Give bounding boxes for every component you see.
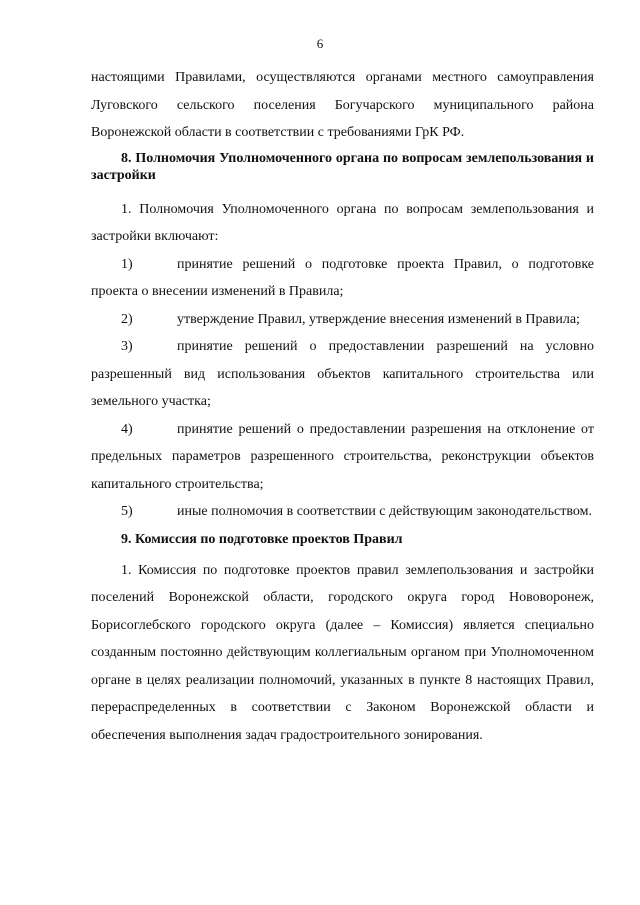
list-item-text: принятие решений о предоставлении разрешения на отклонение от предельных параметров разрешенного строительства, реконструкции объектов капитального строительства; [91,421,594,492]
list-item [91,251,594,306]
list-item-text: иные полномочия в соответствии с действующим законодательством. [177,504,592,519]
list-item-text: принятие решений о предоставлении разрешений на условно разрешенный вид использования объектов капитального строительства или земельного участка; [91,339,594,409]
section-8-heading: 8. Полномочия Уполномоченного органа по вопросам землепользования и застройки [91,150,594,183]
page-number: 6 [316,36,324,51]
list-item [91,416,594,499]
list-item [91,306,594,334]
list-item-number: 3) [121,339,133,354]
page-content [91,64,594,749]
list-item-text: утверждение Правил, утверждение внесения изменений в Правила; [177,311,580,327]
list-item-text: принятие решений о подготовке проекта Правил, о подготовке проекта о внесении изменений в Правила; [91,256,594,299]
list-item-number: 5) [121,504,133,519]
list-item [91,498,594,526]
list-item-number: 4) [121,421,133,437]
list-item-number: 2) [121,311,133,327]
intro-paragraph: настоящими Правилами, осуществляются органами местного самоуправления Луговского сельского поселения Богучарского муниципального района Воронежской области в соответствии с требованиями ГрК РФ. [91,70,594,140]
list-item-number: 1) [121,256,133,272]
section-9-heading: 9. Комиссия по подготовке проектов Правил [121,531,403,547]
section-8-paragraph-1: 1. Полномочия Уполномоченного органа по вопросам землепользования и застройки включают: [91,201,594,244]
list-item [91,333,594,416]
section-9-paragraph-1: 1. Комиссия по подготовке проектов правил землепользования и застройки поселений Воронежской области, городского округа город Нововоронеж, Борисоглебского городского округа (далее – Комиссия) является специально созданным постоянно действующим коллегиальным органом при Уполномоченном органе в целях реализации полномочий, указанных в пункте 8 настоящих Правил, перераспределенных в соответствии с Законом Воронежской области и обеспечения выполнения задач градостроительного зонирования. [91,562,594,743]
